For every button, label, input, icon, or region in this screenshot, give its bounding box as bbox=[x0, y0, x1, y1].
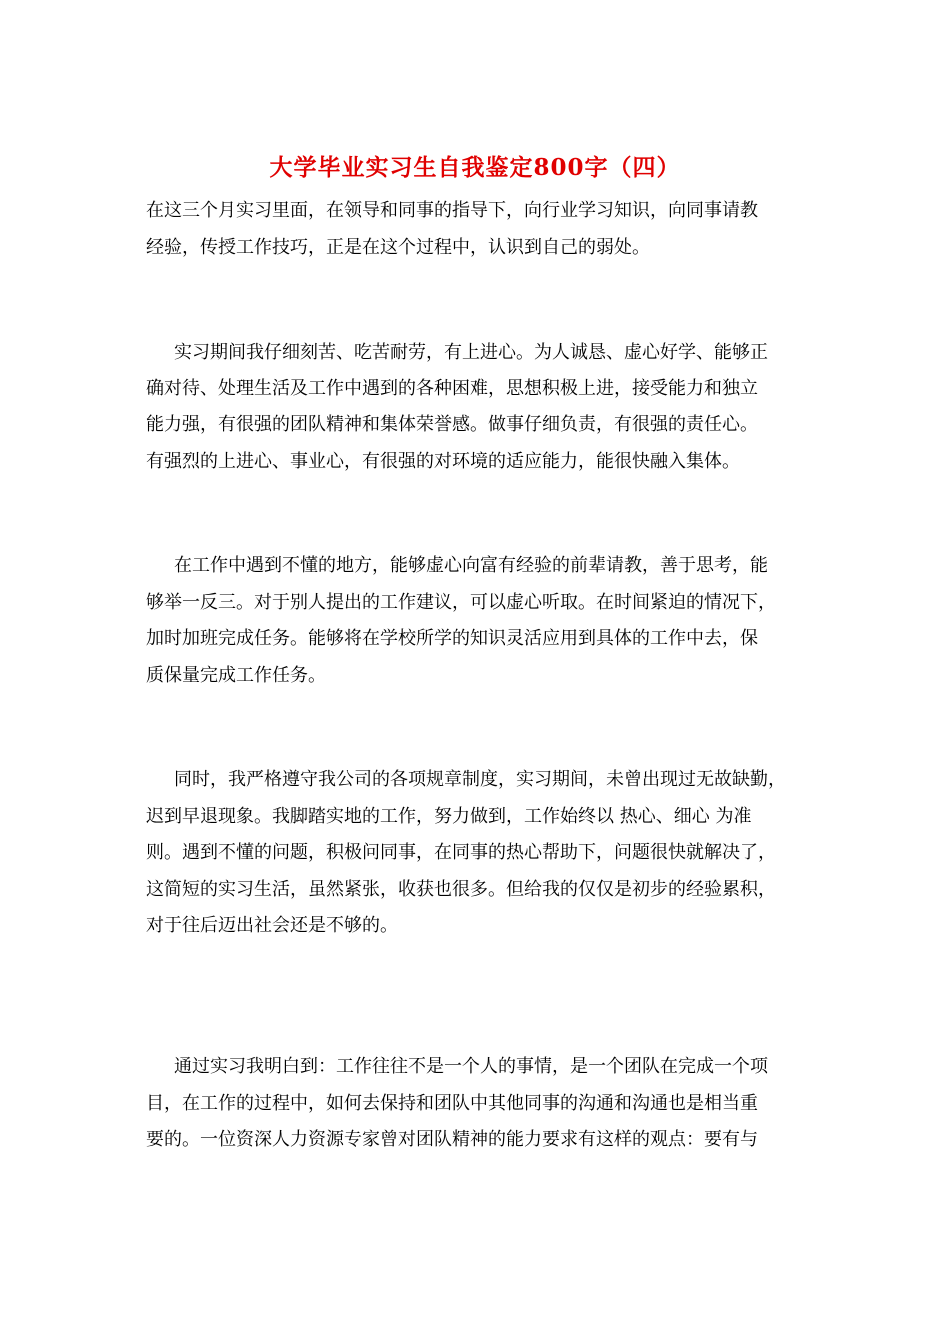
paragraph-line: 实习期间我仔细刻苦、吃苦耐劳，有上进心。为人诚恳、虚心好学、能够正 bbox=[174, 342, 768, 363]
paragraph-line: 对于往后迈出社会还是不够的。 bbox=[146, 915, 398, 936]
document-title: 大学毕业实习生自我鉴定800字（四） bbox=[269, 154, 681, 181]
paragraph-line: 有强烈的上进心、事业心，有很强的对环境的适应能力，能很快融入集体。 bbox=[146, 451, 740, 472]
paragraph-line: 在这三个月实习里面，在领导和同事的指导下，向行业学习知识，向同事请教 bbox=[146, 200, 758, 221]
paragraph-line: 质保量完成工作任务。 bbox=[146, 665, 326, 686]
paragraph-line: 能力强，有很强的团队精神和集体荣誉感。做事仔细负责，有很强的责任心。 bbox=[146, 414, 758, 435]
paragraph-line: 加时加班完成任务。能够将在学校所学的知识灵活应用到具体的工作中去，保 bbox=[146, 628, 758, 649]
paragraph-line: 则。遇到不懂的问题，积极问同事，在同事的热心帮助下，问题很快就解决了， bbox=[146, 842, 776, 863]
paragraph-line: 通过实习我明白到：工作往往不是一个人的事情，是一个团队在完成一个项 bbox=[174, 1056, 768, 1077]
paragraph-line: 确对待、处理生活及工作中遇到的各种困难，思想积极上进，接受能力和独立 bbox=[146, 378, 758, 399]
paragraph-line: 经验，传授工作技巧，正是在这个过程中，认识到自己的弱处。 bbox=[146, 237, 650, 258]
paragraph-line: 这简短的实习生活，虽然紧张，收获也很多。但给我的仅仅是初步的经验累积， bbox=[146, 879, 776, 900]
paragraph-line: 目，在工作的过程中，如何去保持和团队中其他同事的沟通和沟通也是相当重 bbox=[146, 1093, 758, 1114]
paragraph-line: 要的。一位资深人力资源专家曾对团队精神的能力要求有这样的观点：要有与 bbox=[146, 1129, 758, 1150]
paragraph-line: 同时，我严格遵守我公司的各项规章制度，实习期间，未曾出现过无故缺勤， bbox=[174, 769, 786, 790]
paragraph-line: 在工作中遇到不懂的地方，能够虚心向富有经验的前辈请教，善于思考，能 bbox=[174, 555, 768, 576]
paragraph-line: 迟到早退现象。我脚踏实地的工作，努力做到，工作始终以 热心、细心 为准 bbox=[146, 806, 752, 827]
paragraph-line: 够举一反三。对于别人提出的工作建议，可以虚心听取。在时间紧迫的情况下， bbox=[146, 592, 776, 613]
